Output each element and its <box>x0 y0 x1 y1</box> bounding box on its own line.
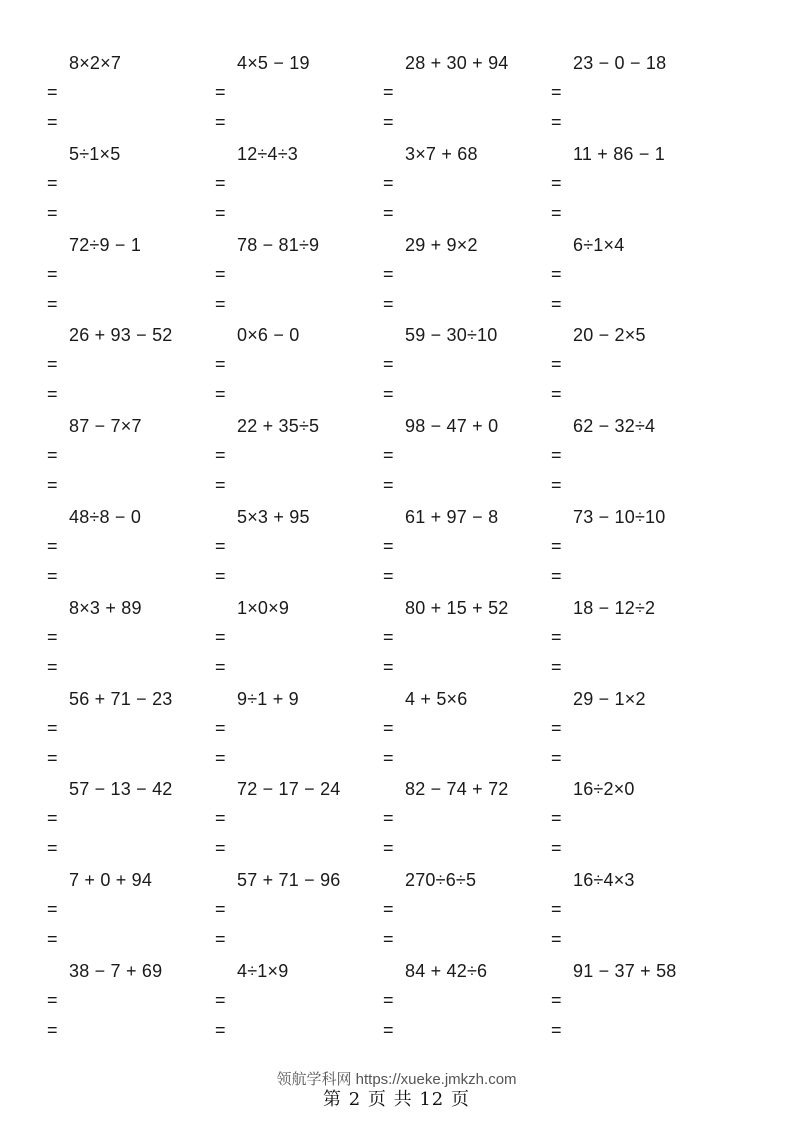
answer-line-1[interactable]: = <box>215 536 226 556</box>
problem-expression: 8×3 + 89 <box>69 598 142 618</box>
problem-expression: 16÷2×0 <box>573 779 635 799</box>
problem-row <box>0 325 793 416</box>
problem-expression: 80 + 15 + 52 <box>405 598 509 618</box>
answer-line-2[interactable]: = <box>215 838 226 858</box>
answer-line-2[interactable]: = <box>47 294 58 314</box>
problem-expression: 61 + 97 − 8 <box>405 507 499 527</box>
answer-line-1[interactable]: = <box>551 536 562 556</box>
problem-expression: 16÷4×3 <box>573 870 635 890</box>
problem-expression: 8×2×7 <box>69 53 122 73</box>
problem-cell <box>47 416 215 507</box>
problem-cell <box>215 870 383 961</box>
problem-cell <box>383 689 551 780</box>
answer-line-2[interactable]: = <box>383 203 394 223</box>
problem-cell <box>551 53 719 144</box>
problem-cell <box>551 416 719 507</box>
problem-cell <box>383 870 551 961</box>
answer-line-2[interactable]: = <box>383 294 394 314</box>
problem-cell <box>47 870 215 961</box>
problem-cell <box>383 53 551 144</box>
answer-line-2[interactable]: = <box>551 475 562 495</box>
problem-expression: 9÷1 + 9 <box>237 689 299 709</box>
answer-line-1[interactable]: = <box>383 990 394 1010</box>
answer-line-1[interactable]: = <box>383 627 394 647</box>
answer-line-1[interactable]: = <box>47 627 58 647</box>
problem-expression: 72÷9 − 1 <box>69 235 142 255</box>
problem-expression: 28 + 30 + 94 <box>405 53 509 73</box>
problem-row <box>0 416 793 507</box>
problem-cell <box>47 779 215 870</box>
problem-expression: 59 − 30÷10 <box>405 325 498 345</box>
problem-cell <box>551 870 719 961</box>
answer-line-1[interactable]: = <box>215 627 226 647</box>
answer-line-2[interactable]: = <box>383 566 394 586</box>
problem-cell <box>383 779 551 870</box>
answer-line-2[interactable]: = <box>47 203 58 223</box>
answer-line-2[interactable]: = <box>47 657 58 677</box>
problem-cell <box>383 416 551 507</box>
answer-line-1[interactable]: = <box>551 627 562 647</box>
problem-cell <box>383 507 551 598</box>
answer-line-2[interactable]: = <box>47 838 58 858</box>
problem-expression: 72 − 17 − 24 <box>237 779 341 799</box>
problem-expression: 87 − 7×7 <box>69 416 142 436</box>
answer-line-1[interactable]: = <box>383 354 394 374</box>
problem-cell <box>47 689 215 780</box>
problem-expression: 5÷1×5 <box>69 144 121 164</box>
problem-cell <box>47 598 215 689</box>
problem-row <box>0 689 793 780</box>
footer-page-number: 第 2 页 共 12 页 <box>323 1089 470 1110</box>
problem-cell <box>47 53 215 144</box>
answer-line-2[interactable]: = <box>47 112 58 132</box>
answer-line-1[interactable]: = <box>47 354 58 374</box>
answer-line-2[interactable]: = <box>383 748 394 768</box>
answer-line-1[interactable]: = <box>47 173 58 193</box>
problem-row <box>0 779 793 870</box>
answer-line-1[interactable]: = <box>383 264 394 284</box>
problem-cell <box>383 961 551 1052</box>
answer-line-1[interactable]: = <box>215 808 226 828</box>
answer-line-1[interactable]: = <box>551 354 562 374</box>
answer-line-1[interactable]: = <box>215 445 226 465</box>
problem-expression: 38 − 7 + 69 <box>69 961 163 981</box>
answer-line-1[interactable]: = <box>47 990 58 1010</box>
answer-line-2[interactable]: = <box>47 1020 58 1040</box>
answer-line-2[interactable]: = <box>215 1020 226 1040</box>
problem-cell <box>47 507 215 598</box>
answer-line-1[interactable]: = <box>551 808 562 828</box>
answer-line-1[interactable]: = <box>551 264 562 284</box>
answer-line-1[interactable]: = <box>383 445 394 465</box>
problem-row <box>0 53 793 144</box>
problem-cell <box>215 235 383 326</box>
problem-cell <box>551 144 719 235</box>
problem-cell <box>383 598 551 689</box>
answer-line-2[interactable]: = <box>47 384 58 404</box>
answer-line-1[interactable]: = <box>551 445 562 465</box>
problem-expression: 48÷8 − 0 <box>69 507 142 527</box>
problem-cell <box>551 507 719 598</box>
answer-line-1[interactable]: = <box>47 899 58 919</box>
answer-line-2[interactable]: = <box>47 929 58 949</box>
problem-expression: 7 + 0 + 94 <box>69 870 153 890</box>
answer-line-1[interactable]: = <box>47 718 58 738</box>
answer-line-1[interactable]: = <box>383 173 394 193</box>
problem-expression: 6÷1×4 <box>573 235 625 255</box>
problem-expression: 0×6 − 0 <box>237 325 300 345</box>
problem-expression: 57 + 71 − 96 <box>237 870 341 890</box>
answer-line-1[interactable]: = <box>551 173 562 193</box>
problem-expression: 62 − 32÷4 <box>573 416 656 436</box>
answer-line-1[interactable]: = <box>551 718 562 738</box>
answer-line-2[interactable]: = <box>551 657 562 677</box>
problem-cell <box>47 144 215 235</box>
problem-expression: 3×7 + 68 <box>405 144 478 164</box>
problem-expression: 29 − 1×2 <box>573 689 646 709</box>
answer-line-2[interactable]: = <box>383 384 394 404</box>
answer-line-1[interactable]: = <box>215 718 226 738</box>
problem-expression: 5×3 + 95 <box>237 507 310 527</box>
problem-cell <box>551 598 719 689</box>
problem-row <box>0 507 793 598</box>
problem-expression: 4 + 5×6 <box>405 689 468 709</box>
answer-line-2[interactable]: = <box>47 566 58 586</box>
problem-expression: 84 + 42÷6 <box>405 961 488 981</box>
problem-cell <box>215 507 383 598</box>
answer-line-2[interactable]: = <box>215 748 226 768</box>
problem-cell <box>215 144 383 235</box>
problem-expression: 73 − 10÷10 <box>573 507 666 527</box>
answer-line-1[interactable]: = <box>551 899 562 919</box>
answer-line-1[interactable]: = <box>215 354 226 374</box>
answer-line-1[interactable]: = <box>215 82 226 102</box>
answer-line-2[interactable]: = <box>383 838 394 858</box>
answer-line-1[interactable]: = <box>551 990 562 1010</box>
problem-expression: 22 + 35÷5 <box>237 416 320 436</box>
answer-line-2[interactable]: = <box>551 112 562 132</box>
answer-line-2[interactable]: = <box>551 748 562 768</box>
problem-expression: 26 + 93 − 52 <box>69 325 173 345</box>
problem-expression: 11 + 86 − 1 <box>573 144 665 164</box>
problem-cell <box>215 325 383 416</box>
problem-expression: 78 − 81÷9 <box>237 235 320 255</box>
problem-cell <box>383 325 551 416</box>
problem-expression: 12÷4÷3 <box>237 144 299 164</box>
answer-line-2[interactable]: = <box>215 657 226 677</box>
problem-cell <box>47 235 215 326</box>
answer-line-2[interactable]: = <box>215 294 226 314</box>
answer-line-1[interactable]: = <box>215 173 226 193</box>
problem-cell <box>215 416 383 507</box>
answer-line-2[interactable]: = <box>383 1020 394 1040</box>
problem-cell <box>215 53 383 144</box>
problem-cell <box>383 235 551 326</box>
problem-expression: 98 − 47 + 0 <box>405 416 499 436</box>
answer-line-2[interactable]: = <box>551 566 562 586</box>
problem-cell <box>215 598 383 689</box>
answer-line-1[interactable]: = <box>47 808 58 828</box>
answer-line-2[interactable]: = <box>383 112 394 132</box>
answer-line-1[interactable]: = <box>551 82 562 102</box>
answer-line-2[interactable]: = <box>215 203 226 223</box>
problem-cell <box>551 325 719 416</box>
answer-line-2[interactable]: = <box>215 384 226 404</box>
problem-cell <box>551 961 719 1052</box>
answer-line-2[interactable]: = <box>551 294 562 314</box>
answer-line-1[interactable]: = <box>47 536 58 556</box>
problem-expression: 270÷6÷5 <box>405 870 477 890</box>
problem-row <box>0 144 793 235</box>
answer-line-2[interactable]: = <box>215 929 226 949</box>
problem-expression: 23 − 0 − 18 <box>573 53 667 73</box>
answer-line-2[interactable]: = <box>551 929 562 949</box>
answer-line-2[interactable]: = <box>551 1020 562 1040</box>
answer-line-1[interactable]: = <box>47 445 58 465</box>
answer-line-2[interactable]: = <box>551 203 562 223</box>
answer-line-2[interactable]: = <box>215 566 226 586</box>
problem-cell <box>47 325 215 416</box>
answer-line-2[interactable]: = <box>383 657 394 677</box>
answer-line-1[interactable]: = <box>47 264 58 284</box>
answer-line-1[interactable]: = <box>215 899 226 919</box>
answer-line-1[interactable]: = <box>215 990 226 1010</box>
answer-line-2[interactable]: = <box>383 475 394 495</box>
answer-line-2[interactable]: = <box>215 112 226 132</box>
answer-line-2[interactable]: = <box>383 929 394 949</box>
problem-row <box>0 870 793 961</box>
answer-line-1[interactable]: = <box>383 718 394 738</box>
problem-cell <box>551 235 719 326</box>
problem-expression: 56 + 71 − 23 <box>69 689 173 709</box>
answer-line-1[interactable]: = <box>383 899 394 919</box>
footer-site-label: 领航学科网 https://xueke.jmkzh.com <box>276 1071 517 1088</box>
problem-cell <box>551 779 719 870</box>
answer-line-2[interactable]: = <box>47 475 58 495</box>
answer-line-2[interactable]: = <box>47 748 58 768</box>
problem-expression: 18 − 12÷2 <box>573 598 656 618</box>
problem-cell <box>47 961 215 1052</box>
answer-line-1[interactable]: = <box>383 808 394 828</box>
problem-expression: 57 − 13 − 42 <box>69 779 173 799</box>
answer-line-2[interactable]: = <box>215 475 226 495</box>
answer-line-2[interactable]: = <box>551 384 562 404</box>
problem-expression: 20 − 2×5 <box>573 325 646 345</box>
problem-expression: 91 − 37 + 58 <box>573 961 677 981</box>
answer-line-1[interactable]: = <box>383 82 394 102</box>
answer-line-1[interactable]: = <box>215 264 226 284</box>
problem-expression: 4×5 − 19 <box>237 53 310 73</box>
problem-expression: 29 + 9×2 <box>405 235 478 255</box>
problem-row <box>0 961 793 1052</box>
problem-cell <box>383 144 551 235</box>
problem-expression: 1×0×9 <box>237 598 290 618</box>
problem-cell <box>215 961 383 1052</box>
problem-row <box>0 235 793 326</box>
problem-expression: 82 − 74 + 72 <box>405 779 509 799</box>
problem-cell <box>215 779 383 870</box>
problem-expression: 4÷1×9 <box>237 961 289 981</box>
problem-cell <box>551 689 719 780</box>
answer-line-1[interactable]: = <box>383 536 394 556</box>
answer-line-2[interactable]: = <box>551 838 562 858</box>
answer-line-1[interactable]: = <box>47 82 58 102</box>
problem-cell <box>215 689 383 780</box>
problem-row <box>0 598 793 689</box>
